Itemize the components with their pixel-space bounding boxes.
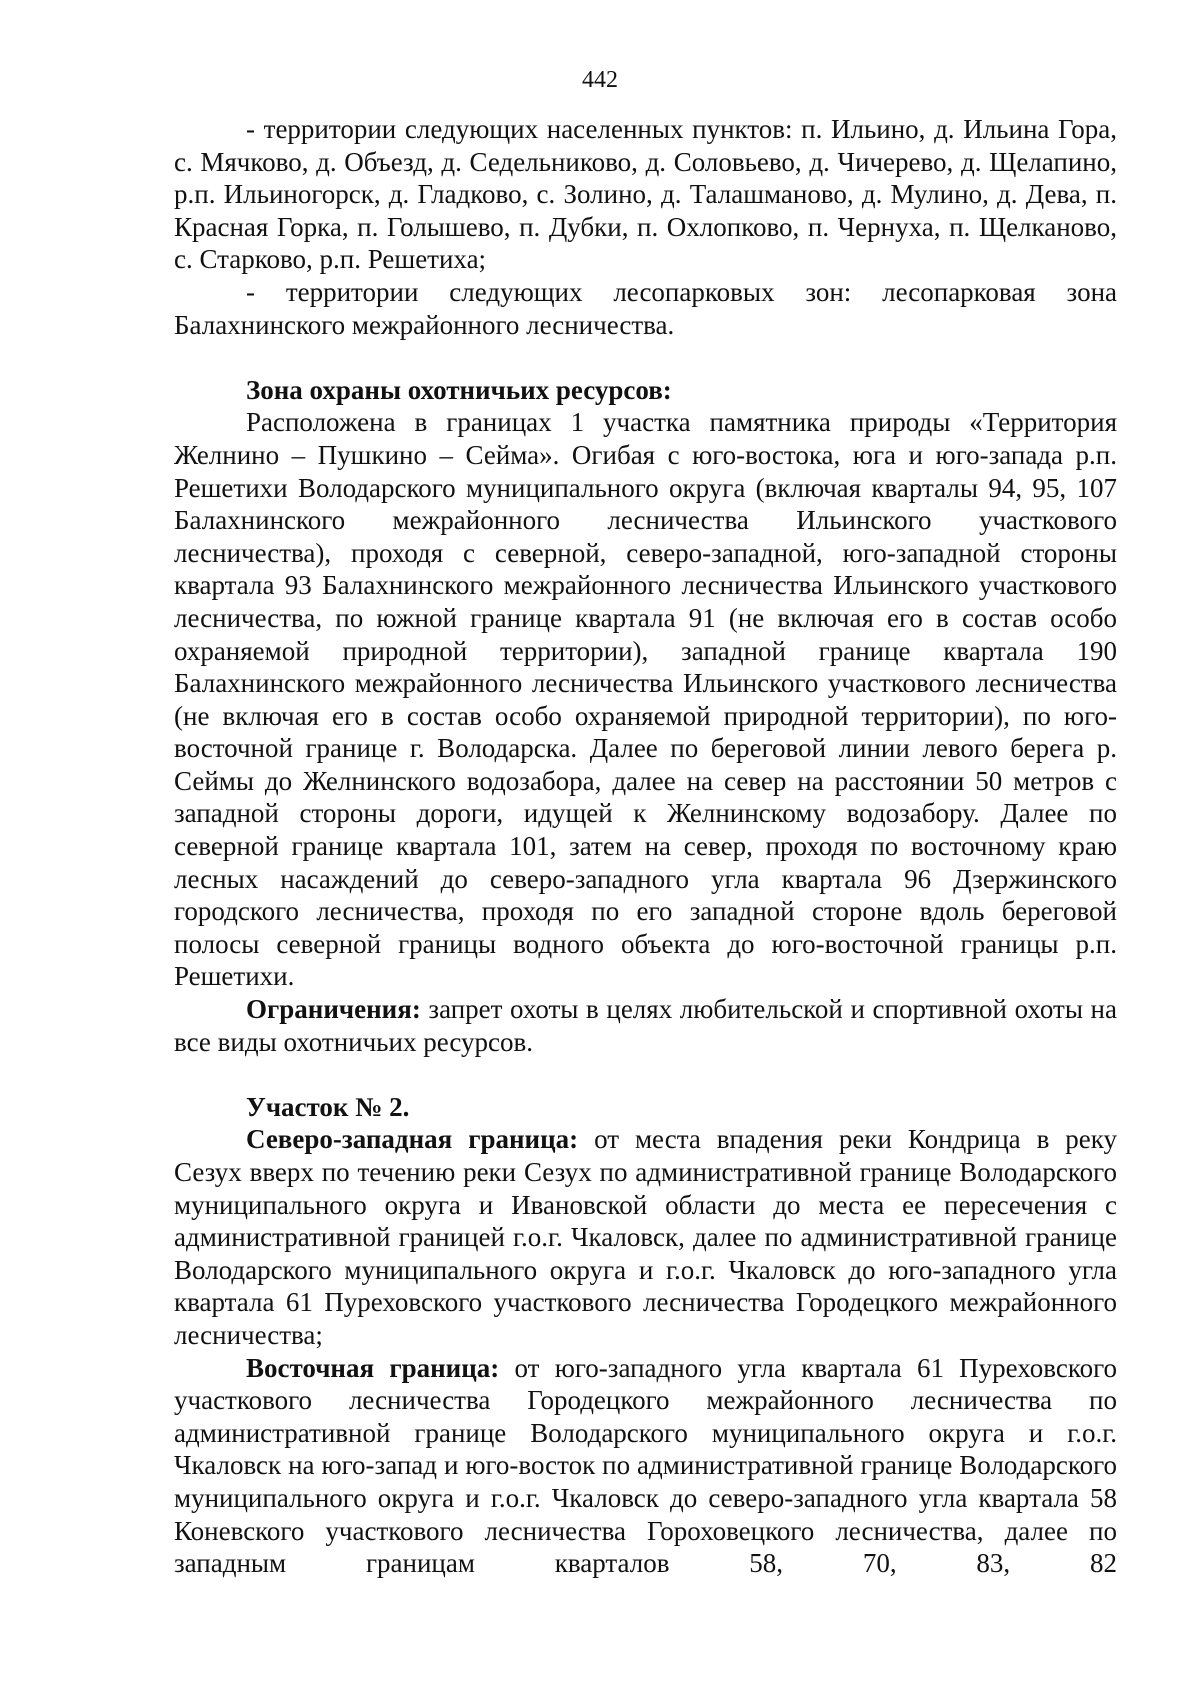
paragraph-settlements: - территории следующих населенных пунктов: п. Ильино, д. Ильина Гора, с. Мячково, д. Объезд, д. Седельниково, д. Соловьево, д. Чичерево, д. Щелапино, р.п. Ильиногорск, д. Гладково, с. Золино, д. Талашманово, д. Мулино, д. Дева, п. Красная Горка, п. Голышево, п. Дубки, п. Охлопково, п. Чернуха, п. Щелканово, с. Старково, р.п. Решетиха; bbox=[174, 114, 1117, 275]
document-body bbox=[174, 113, 1117, 1580]
paragraph-restrictions bbox=[174, 993, 1117, 1058]
northwest-border-label: Северо-западная граница: bbox=[246, 1124, 579, 1155]
restrictions-label: Ограничения: bbox=[246, 994, 421, 1025]
east-border-text: от юго-западного угла квартала 61 Пуреховского участкового лесничества Городецкого межрайонного лесничества по административной границе Володарского муниципального округа и г.о.г. Чкаловск на юго-запад и юго-восток по административной границе Володарского муниципального округа и г.о.г. Чкаловск до северо-западного угла квартала 58 Коневского участкового лесничества Гороховецкого лесничества, далее по западным границам кварталов 58, 70, 83, 82 bbox=[174, 1352, 1118, 1579]
paragraph-forest-park-zones: - территории следующих лесопарковых зон: лесопарковая зона Балахнинского межрайонного лесничества. bbox=[174, 276, 1117, 340]
page-number: 442 bbox=[582, 67, 618, 93]
east-border-label: Восточная граница: bbox=[246, 1352, 500, 1383]
heading-hunting-zone: Зона охраны охотничьих ресурсов: bbox=[246, 374, 672, 405]
spacer bbox=[174, 341, 1117, 374]
heading-section-2: Участок № 2. bbox=[246, 1091, 410, 1122]
northwest-border-text: от места впадения реки Кондрица в реку Сезух вверх по течению реки Сезух по административной границе Володарского муниципального округа и Ивановской области до места ее пересечения с административной границей г.о.г. Чкаловск, далее по административной границе Володарского муниципального округа и г.о.г. Чкаловск до юго-западного угла квартала 61 Пуреховского участкового лесничества Городецкого межрайонного лесничества; bbox=[174, 1124, 1117, 1350]
paragraph-zone-description: Расположена в границах 1 участка памятника природы «Территория Желнино – Пушкино – Сейма». Огибая с юго-востока, юга и юго-запада р.п. Решетихи Володарского муниципального округа (включая кварталы 94, 95, 107 Балахнинского межрайонного лесничества Ильинского участкового лесничества), проходя с северной, северо-западной, юго-западной стороны квартала 93 Балахнинского межрайонного лесничества Ильинского участкового лесничества, по южной границе квартала 91 (не включая его в состав особо охраняемой природной территории), западной границе квартала 190 Балахнинского межрайонного лесничества Ильинского участкового лесничества (не включая его в состав особо охраняемой природной территории), по юго-восточной границе г. Володарска. Далее по береговой линии левого берега р. Сеймы до Желнинского водозабора, далее на север на расстоянии 50 метров с западной стороны дороги, идущей к Желнинскому водозабору. Далее по северной границе квартала 101, затем на север, проходя по восточному краю лесных насаждений до северо-западного угла квартала 96 Дзержинского городского лесничества, проходя по его западной стороне вдоль береговой полосы северной границы водного объекта до юго-восточной границы р.п. Решетихи. bbox=[174, 407, 1117, 992]
restrictions-text: запрет охоты в целях любительской и спортивной охоты на все виды охотничьих ресурсов. bbox=[174, 994, 1117, 1057]
paragraph-northwest-border bbox=[174, 1123, 1117, 1351]
paragraph-east-border bbox=[174, 1352, 1117, 1580]
spacer bbox=[174, 1058, 1117, 1091]
